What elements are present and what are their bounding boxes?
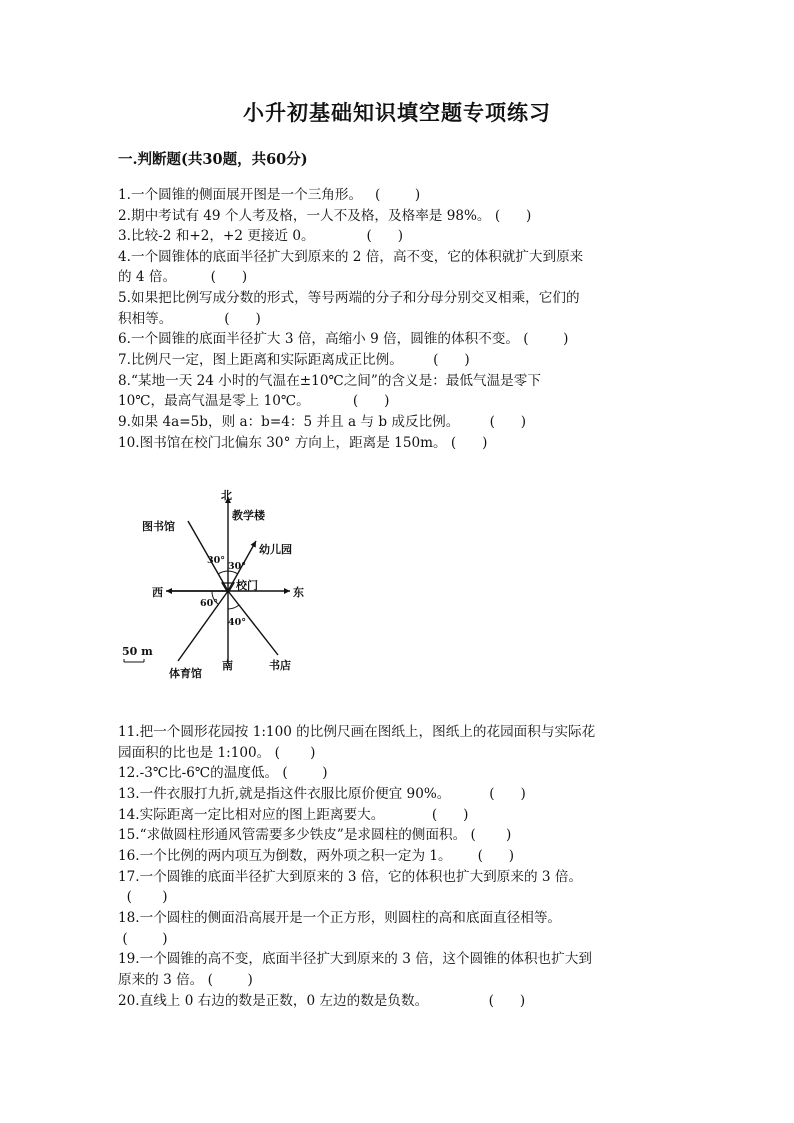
label-east: 东 xyxy=(293,586,304,599)
section-title: 一.判断题(共30题，共60分) xyxy=(118,151,308,168)
question-line: ( ) xyxy=(118,930,168,947)
page-title: 小升初基础知识填空题专项练习 xyxy=(243,100,551,125)
angle-arc-se xyxy=(228,605,239,609)
question-line: 5.如果把比例写成分数的形式，等号两端的分子和分母分别交叉相乘，它们的 xyxy=(118,290,580,306)
question-line: 3.比较-2 和+2，+2 更接近 0。 ( ) xyxy=(118,228,404,244)
question-line: 1.一个圆锥的侧面展开图是一个三角形。 ( ) xyxy=(118,187,421,203)
angle-arc-nw xyxy=(218,571,228,574)
question-line: 11.把一个圆形花园按 1:100 的比例尺画在图纸上，图纸上的花园面积与实际花 xyxy=(118,724,596,740)
label-kindergarten: 幼儿园 xyxy=(259,543,292,556)
question-line: 8.“某地一天 24 小时的气温在±10℃之间”的含义是：最低气温是零下 xyxy=(118,372,541,389)
question-line: 4.一个圆锥体的底面半径扩大到原来的 2 倍，高不变，它的体积就扩大到原来 xyxy=(118,248,584,265)
question-line: 园面积的比也是 1:100。 ( ) xyxy=(118,744,316,761)
label-gym: 体育馆 xyxy=(169,667,202,680)
label-west: 西 xyxy=(152,586,163,599)
label-south: 南 xyxy=(222,659,233,672)
angle-label-30-right: 30° xyxy=(228,561,246,572)
question-line: 19.一个圆锥的高不变，底面半径扩大到原来的 3 倍，这个圆锥的体积也扩大到 xyxy=(118,951,592,967)
question-line: 积相等。 ( ) xyxy=(118,310,261,327)
label-library: 图书馆 xyxy=(142,520,175,533)
question-line: 原来的 3 倍。 ( ) xyxy=(118,972,253,988)
label-bookstore: 书店 xyxy=(269,659,291,672)
question-line: 18.一个圆柱的侧面沿高展开是一个正方形，则圆柱的高和底面直径相等。 xyxy=(118,910,562,926)
question-line: 20.直线上 0 右边的数是正数，0 左边的数是负数。 ( ) xyxy=(118,992,526,1009)
question-line: 10℃，最高气温是零上 10℃。 ( ) xyxy=(118,393,390,409)
question-line: 的 4 倍。 ( ) xyxy=(118,269,248,285)
label-north: 北 xyxy=(221,489,232,502)
question-line: 13.一件衣服打九折,就是指这件衣服比原价便宜 90%。 ( ) xyxy=(118,786,526,802)
angle-label-60: 60° xyxy=(200,598,218,609)
label-school-gate: 校门 xyxy=(236,579,258,592)
question-line: 9.如果 4a=5b，则 a：b=4：5 并且 a 与 b 成反比例。 ( ) xyxy=(118,414,527,430)
angle-label-40: 40° xyxy=(228,617,246,628)
question-line: 12.-3℃比-6℃的温度低。 ( ) xyxy=(118,765,328,781)
question-line: 7.比例尺一定，图上距离和实际距离成正比例。 ( ) xyxy=(118,352,470,368)
question-line: 15.“求做圆柱形通风管需要多少铁皮”是求圆柱的侧面积。 ( ) xyxy=(118,827,512,843)
question-line: 6.一个圆锥的底面半径扩大 3 倍，高缩小 9 倍，圆锥的体积不变。 ( ) xyxy=(118,331,569,347)
angle-label-30-left: 30° xyxy=(207,555,225,566)
question-line: 2.期中考试有 49 个人考及格，一人不及格，及格率是 98%。 ( ) xyxy=(118,207,532,224)
question-line: ( ) xyxy=(118,889,168,905)
label-school-building: 教学楼 xyxy=(232,509,265,522)
question-line: 17.一个圆锥的底面半径扩大到原来的 3 倍，它的体积也扩大到原来的 3 倍。 xyxy=(118,868,583,885)
direction-diagram xyxy=(118,485,318,685)
question-line: 16.一个比例的两内项互为倒数，两外项之积一定为 1。 ( ) xyxy=(118,848,515,864)
question-line: 14.实际距离一定比相对应的图上距离要大。 ( ) xyxy=(118,806,469,823)
question-line: 10.图书馆在校门北偏东 30° 方向上，距离是 150m。 ( ) xyxy=(118,434,488,451)
label-scale: 50 m xyxy=(122,645,153,658)
